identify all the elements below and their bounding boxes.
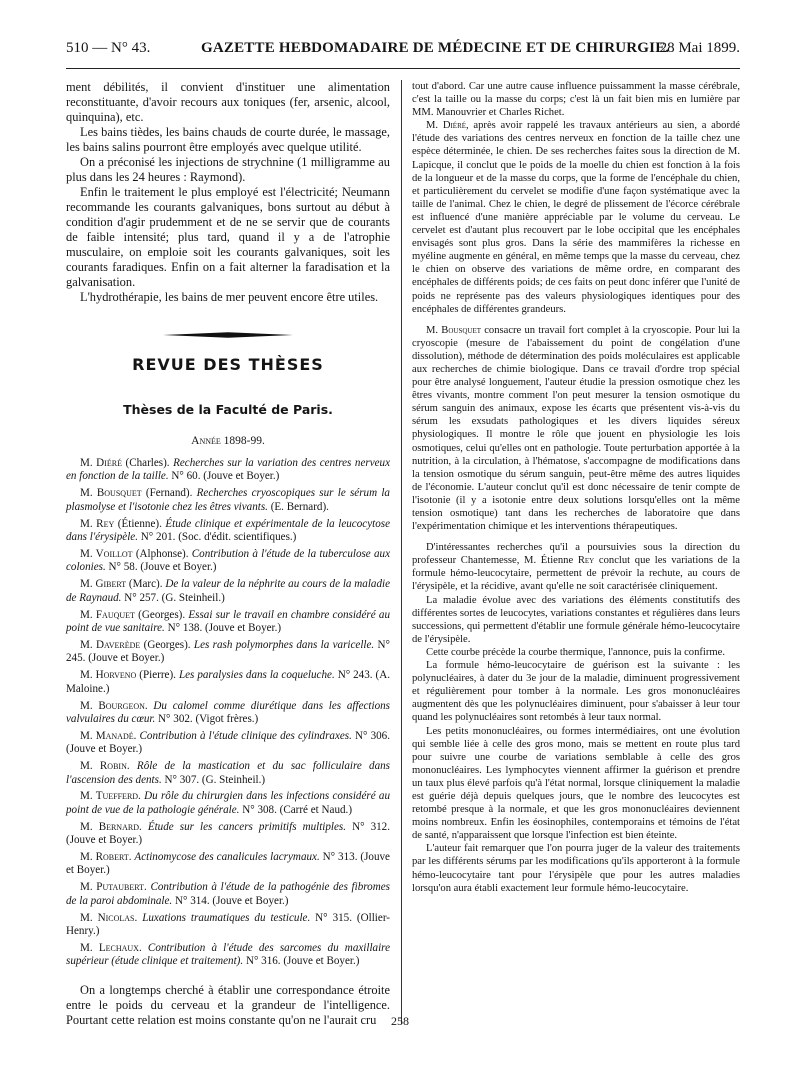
- thesis-entry: [66, 881, 390, 908]
- thesis-author: M. Robin.: [80, 760, 130, 773]
- thesis-entry: [66, 821, 390, 848]
- thesis-reference: (E. Bernard).: [270, 500, 329, 513]
- thesis-entry: [66, 851, 390, 878]
- paragraph: M. Bousquet consacre un travail fort complet à la cryoscopie. Pour lui la cryoscopie (mesure de l'abaissement du point de congélation d'une dissolution), méthode de détermination des poids moléculaires est applicable aux recherches de chimie biologique. Dans ce travail d'ordre trop spécial pour être analysé longuement, l'auteur étudie la pression osmotique chez les êtres vivants, montre comment l'on peut mesurer la tension osmotique du sérum sanguin des animaux, expose les écarts que présentent vis-à-vis du sérum les exsudats pathologiques et les divers liquides séreux physiologiques. Il montre le rôle que jouent en physiologie les lois osmotiques, celui qu'elles ont en pathologie. Toute perturbation apportée à la nutrition, à la circulation, à l'hématose, s'accompagne de modifications dans la tension osmotique du sérum sanguin, peut-être même des autres liquides de l'économie. L'auteur conclut qu'il est donc nécessaire de tenir compte de l'isotonie (il y a isotonie entre deux solutions lorsqu'elles ont la même tension osmotique) tant dans les recherches de laboratoire que dans l'expérimentation chimique et les interventions thérapeutiques.: [412, 324, 740, 533]
- thesis-title: Les rash polymorphes dans la varicelle.: [193, 638, 375, 651]
- thesis-entry: M. Gibert (Marc). De la valeur de la néphrite au cours de la maladie de Raynaud. N° 257. (G. Steinheil.): [66, 578, 391, 604]
- left-column: [66, 80, 390, 1028]
- thesis-entry: [66, 942, 390, 969]
- thesis-entry: [66, 730, 390, 757]
- thesis-title: Rôle de la mastication et du sac folliculaire dans l'ascension des dents.: [66, 760, 391, 786]
- thesis-reference: N° 58. (Jouve et Boyer.): [108, 561, 217, 574]
- thesis-author: M. Bernard.: [80, 820, 142, 833]
- paragraph: La maladie évolue avec des variations des éléments constitutifs des différentes sortes de leucocytes, variations constantes et régulières dans leurs successions, qui permettent d'établir une formule générale hémo-leucocytaire de l'érysipèle.: [412, 594, 740, 645]
- thesis-author: M. Robert.: [80, 851, 132, 864]
- author-name: Rey: [577, 555, 595, 567]
- thesis-title: Essai sur le travail en chambre considéré au point de vue sanitaire.: [66, 608, 390, 634]
- thesis-entry: [66, 790, 390, 817]
- author-name: M. Bousquet: [426, 324, 481, 336]
- thesis-author: M. Fauquet: [80, 608, 135, 621]
- thesis-author: M. Nicolas.: [80, 911, 138, 924]
- paragraph: ment débilités, il convient d'instituer une alimentation reconstituante, d'avoir recours aux toniques (fer, arsenic, alcool, quinquina), etc.: [66, 80, 390, 124]
- thesis-reference: N° 243. (A. Maloine.): [66, 669, 391, 695]
- thesis-title: Contribution à l'étude clinique des cylindraxes.: [139, 729, 352, 742]
- thesis-author: M. Diéré: [80, 457, 122, 469]
- thesis-entry: M. Daverède (Georges). Les rash polymorphes dans la varicelle. N° 245. (Jouve et Boyer.): [66, 638, 390, 665]
- thesis-entry: [66, 700, 390, 727]
- thesis-author: M. Daverède: [80, 638, 141, 651]
- thesis-title: Luxations traumatiques du testicule.: [142, 911, 311, 924]
- thesis-reference: N° 257. (G. Steinheil.): [124, 591, 225, 604]
- thesis-title: Du calomel comme diurétique dans les affections valvulaires du cœur.: [66, 699, 390, 725]
- paragraph: Enfin le traitement le plus employé est l'électricité; Neumann recommande les courants galvaniques, bons surtout au début à condition d'agir prudemment et de ne se servir que de courants de faible intensité; plus tard, quand il y a de l'atrophie musculaire, on emploie soit les courants galvaniques, soit les courants faradiques. Enfin on a fait alterner la faradisation et la galvanisation.: [66, 185, 390, 289]
- thesis-reference: N° 314. (Jouve et Boyer.): [174, 894, 289, 907]
- thesis-reference: N° 201. (Soc. d'édit. scientifiques.): [140, 531, 297, 544]
- paragraph: Cette courbe précède la courbe thermique, l'annonce, puis la confirme.: [426, 646, 725, 658]
- thesis-title: Les paralysies dans la coqueluche.: [178, 669, 335, 682]
- thesis-reference: N° 306. (Jouve et Boyer.): [66, 729, 390, 756]
- paragraph: D'intéressantes recherches qu'il a poursuivies sous la direction du professeur Chantemesse, M. Étienne Rey conclut que les variations de la formule hémo-leucocytaire, permettent de prévoir la rechute, au cours de l'érysipèle, et la récidive, avant qu'elle ne soit caractérisée cliniquement.: [412, 542, 740, 593]
- paragraph: On a longtemps cherché à établir une correspondance étroite entre le poids du cerveau et la grandeur de l'intelligence. Pourtant cette relation est moins constante qu'on ne l'aurait cru: [66, 982, 390, 1027]
- thesis-reference: N° 316. (Jouve et Boyer.): [245, 955, 360, 968]
- ornament-rule: [163, 331, 293, 339]
- thesis-reference: N° 308. (Carré et Naud.): [242, 803, 353, 816]
- thesis-reference: N° 313. (Jouve et Boyer.): [66, 851, 390, 877]
- thesis-title: De la valeur de la néphrite au cours de la maladie de Raynaud.: [66, 578, 391, 604]
- thesis-author: M. Horveno: [80, 669, 137, 682]
- paragraph: M. Diéré, après avoir rappelé les travaux antérieurs au sien, a abordé l'étude des variations des centres nerveux en fonction de la taille chez une espèce déterminée, le chien. De ses recherches faites sous la direction de M. Lapicque, il conclut que le poids de la moelle du chien est fonction à la fois de la longueur et de la masse du corps, que la forme de l'encéphale du chien, et particulièrement du cervelet se modifie d'une façon systématique avec la taille de l'animal. Chez le chien, le degré de plissement de l'écorce cérébrale est influencé d'une manière appréciable par le volume du cerveau. Le cervelet est d'autant plus recouvert par le lobe occipital que les encéphales envisagés sont plus gros. Dans la série des mammifères la richesse en myéline augmente en général, en même temps que la masse du cerveau, chez le chien on observe des variations de même ordre, en comparant des encéphales de différents poids; de ces faits on peut donc inférer que l'unité de poids ne représente pas des valeurs physiologiques identiques pour des encéphales de différentes grandeurs.: [412, 120, 740, 315]
- thesis-author: M. Putaubert.: [80, 881, 147, 894]
- thesis-title: Du rôle du chirurgien dans les infections considéré au point de vue de la pathologie générale.: [66, 790, 390, 816]
- thesis-title: Actinomycose des canalicules lacrymaux.: [134, 851, 320, 864]
- thesis-reference: N° 312. (Jouve et Boyer.): [66, 820, 391, 847]
- thesis-author: M. Bourgeon.: [80, 699, 148, 712]
- thesis-title: Recherches cryoscopiques sur le sérum la plasmolyse et l'isotonie chez les êtres vivants.: [66, 487, 390, 513]
- thesis-reference: N° 315. (Ollier-Henry.): [66, 911, 390, 938]
- thesis-entry: M. Horveno (Pierre). Les paralysies dans la coqueluche. N° 243. (A. Maloine.): [66, 669, 391, 695]
- thesis-title: Recherches sur la variation des centres nerveux en fonction de la taille.: [66, 457, 391, 483]
- thesis-reference: N° 307. (G. Steinheil.): [164, 773, 266, 786]
- paragraph: L'hydrothérapie, les bains de mer peuvent encore être utiles.: [80, 290, 379, 304]
- running-header: [66, 40, 740, 62]
- paragraph: On a préconisé les injections de strychnine (1 milligramme au plus dans les 24 heures : Raymond).: [66, 155, 390, 184]
- thesis-reference: N° 138. (Jouve et Boyer.): [167, 621, 282, 634]
- thesis-reference: N° 245. (Jouve et Boyer.): [66, 638, 390, 665]
- thesis-entry: M. Bousquet (Fernand). Recherches cryoscopiques sur le sérum la plasmolyse et l'isotonie chez les êtres vivants. (E. Bernard).: [66, 487, 390, 513]
- paragraph: Les bains tièdes, les bains chauds de courte durée, le massage, les bains salins pourront être employés avec quelque utilité.: [66, 125, 390, 154]
- thesis-reference: N° 302. (Vigot frères.): [158, 712, 259, 725]
- thesis-author: M. Manadé.: [80, 729, 137, 742]
- paragraph: La formule hémo-leucocytaire de guérison est la suivante : les polynucléaires, à dater du 3e jour de la maladie, diminuent progressivement et régulièrement pour tomber à la normale. Les gros mononucléaires augmentent dès que les polynucléaires diminuent, pour s'abaisser à leur tour quand les polynucléaires sont retombés à leur taux normal.: [412, 660, 740, 724]
- thesis-author: M. Bousquet: [80, 487, 142, 500]
- thesis-author: M. Tuefferd.: [80, 790, 141, 803]
- academic-year: Année 1898-99.: [191, 435, 265, 447]
- thesis-reference: N° 60. (Jouve et Boyer.): [171, 470, 280, 483]
- paragraph: Les petits mononucléaires, ou formes intermédiaires, ont une évolution qui semble liée à celle des gros mono, mais se mettent en route plus tard pour suivre une courbe de variations semblable à celle des gros mononucléaires. Les lymphocytes viennent affirmer la guérison et prendre un taux plus élevé parfois qu'à l'état normal, lorsque cliniquement la maladie est guérie déjà depuis quelques jours, que le nombre des leucocytes est retombé presque à la normale, et que les gros mononucléaires deviennent moins nombreux. Enfin les éosinophiles, contemporains et témoins de l'état de santé, n'apparaissent que lorsque l'infection est bien éteinte.: [412, 725, 740, 842]
- issue-date: 28 Mai 1899.: [659, 40, 740, 56]
- thesis-author: M. Rey: [80, 517, 115, 530]
- thesis-author: M. Voillot: [80, 547, 133, 560]
- paragraph: tout d'abord. Car une autre cause influence puissamment la masse cérébrale, c'est la taille ou la masse du corps; c'est là un fait bien mis en lumière par MM. Manouvrier et Charles Richet.: [412, 81, 740, 119]
- thesis-entry: [66, 760, 390, 787]
- column-divider: [401, 80, 402, 1024]
- author-name: M. Diéré: [426, 120, 467, 132]
- thesis-author: M. Lechaux.: [80, 942, 142, 954]
- thesis-title: Contribution à l'étude des sarcomes du maxillaire supérieur (étude clinique et traitement).: [66, 942, 390, 968]
- thesis-title: Étude clinique et expérimentale de la leucocytose dans l'érysipèle.: [66, 517, 390, 544]
- thesis-title: Contribution à l'étude de la tuberculose aux colonies.: [66, 547, 390, 574]
- sub-title: Thèses de la Faculté de Paris.: [123, 402, 333, 417]
- thesis-entry: M. Diéré (Charles). Recherches sur la variation des centres nerveux en fonction de la taille. N° 60. (Jouve et Boyer.): [66, 457, 391, 483]
- page-number: 258: [391, 1014, 409, 1028]
- thesis-entry: M. Fauquet (Georges). Essai sur le travail en chambre considéré au point de vue sanitaire. N° 138. (Jouve et Boyer.): [66, 608, 390, 634]
- paragraph: L'auteur fait remarquer que l'on pourra juger de la valeur des traitements par les différents sérums par les modifications qu'ils apporteront à la formule hémo-leucocytaire tant pour l'érysipèle que pour les autres maladies lorsqu'on aura établi exactement leur formule hémo-leucocytaire.: [412, 843, 740, 894]
- header-rule: [66, 68, 740, 69]
- thesis-entry: M. Rey (Étienne). Étude clinique et expérimentale de la leucocytose dans l'érysipèle. N° 201. (Soc. d'édit. scientifiques.): [66, 517, 390, 544]
- section-title: REVUE DES THÈSES: [132, 355, 324, 374]
- thesis-title: Étude sur les cancers primitifs multiples.: [147, 820, 347, 833]
- theses-list: [66, 457, 390, 969]
- page-issue: 510 — N° 43.: [66, 40, 151, 56]
- thesis-author: M. Gibert: [80, 578, 127, 591]
- thesis-title: Contribution à l'étude de la pathogénie des fibromes de la paroi abdominale.: [66, 881, 390, 907]
- right-column: [412, 80, 740, 895]
- thesis-entry: [66, 912, 390, 939]
- thesis-entry: M. Voillot (Alphonse). Contribution à l'étude de la tuberculose aux colonies. N° 58. (Jouve et Boyer.): [66, 547, 390, 574]
- journal-title: GAZETTE HEBDOMADAIRE DE MÉDECINE ET DE CHIRURGIE.: [201, 40, 670, 56]
